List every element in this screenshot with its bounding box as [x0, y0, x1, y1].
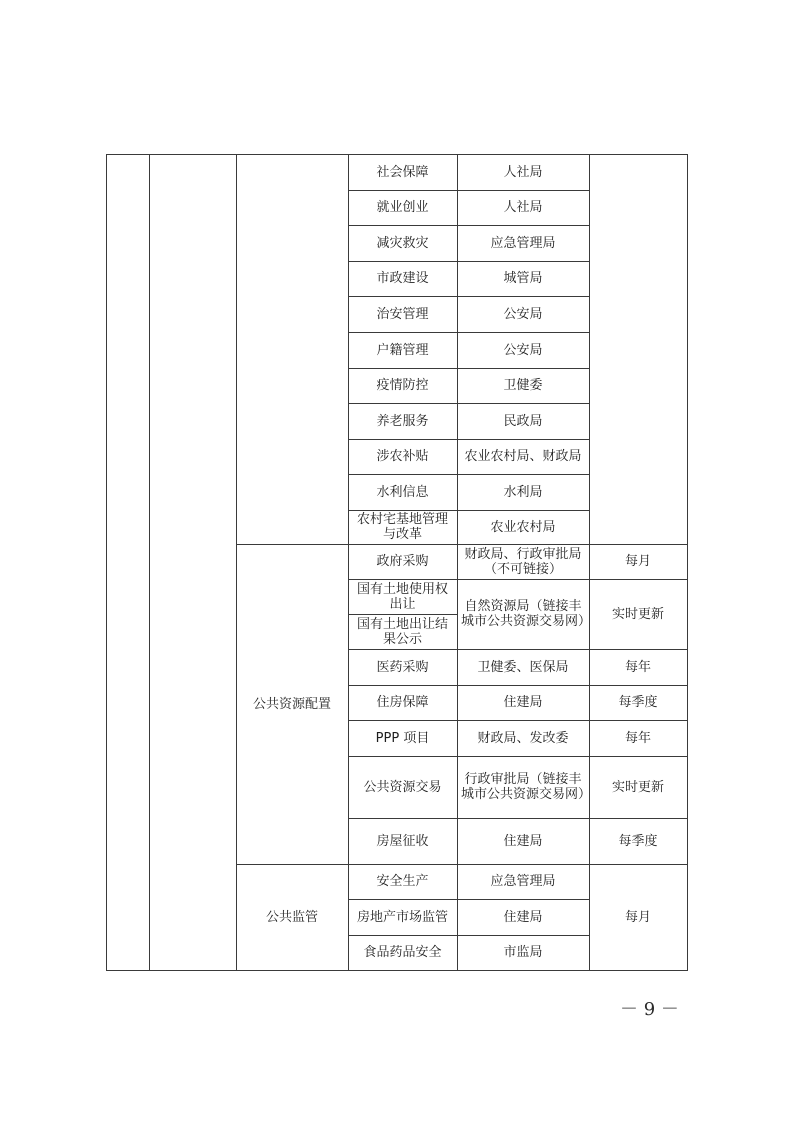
item-frequency: 实时更新 [589, 579, 688, 650]
item-label: 养老服务 [348, 403, 458, 440]
item-label: 房屋征收 [348, 818, 458, 865]
item-dept: 农业农村局、财政局 [457, 439, 590, 475]
item-dept: 自然资源局（链接丰城市公共资源交易网） [457, 579, 590, 650]
item-label: 治安管理 [348, 296, 458, 333]
item-frequency: 每季度 [589, 818, 688, 865]
item-label: 疫情防控 [348, 368, 458, 404]
item-dept: 市监局 [457, 935, 590, 971]
category-public-resource: 公共资源配置 [236, 544, 349, 865]
item-dept: 行政审批局（链接丰城市公共资源交易网） [457, 756, 590, 819]
category-public-supervision: 公共监管 [236, 864, 349, 971]
page-number: － 9 － [620, 999, 679, 1020]
frequency-cell-empty [589, 154, 688, 545]
item-label: 公共资源交易 [348, 756, 458, 819]
item-label: 房地产市场监管 [348, 899, 458, 936]
item-label: 食品药品安全 [348, 935, 458, 971]
item-label: 政府采购 [348, 544, 458, 580]
item-frequency: 每年 [589, 720, 688, 757]
item-dept: 住建局 [457, 899, 590, 936]
item-label: 医药采购 [348, 649, 458, 686]
item-dept: 公安局 [457, 296, 590, 333]
item-frequency: 实时更新 [589, 756, 688, 819]
item-dept: 应急管理局 [457, 864, 590, 900]
item-label: 国有土地使用权出让 [348, 579, 458, 615]
item-label: 就业创业 [348, 190, 458, 226]
item-frequency: 每季度 [589, 685, 688, 721]
item-label: 减灾救灾 [348, 225, 458, 262]
item-label: PPP 项目 [348, 720, 458, 757]
item-dept: 住建局 [457, 818, 590, 865]
item-label: 社会保障 [348, 154, 458, 191]
item-label: 涉农补贴 [348, 439, 458, 475]
item-label: 住房保障 [348, 685, 458, 721]
item-dept: 农业农村局 [457, 510, 590, 545]
item-dept: 水利局 [457, 474, 590, 511]
item-dept: 住建局 [457, 685, 590, 721]
item-label: 农村宅基地管理与改革 [348, 510, 458, 545]
item-dept: 人社局 [457, 190, 590, 226]
item-dept: 人社局 [457, 154, 590, 191]
item-dept: 应急管理局 [457, 225, 590, 262]
item-label: 水利信息 [348, 474, 458, 511]
item-dept: 卫健委 [457, 368, 590, 404]
item-dept: 民政局 [457, 403, 590, 440]
item-dept: 财政局、行政审批局（不可链接） [457, 544, 590, 580]
item-frequency: 每年 [589, 649, 688, 686]
item-dept: 卫健委、医保局 [457, 649, 590, 686]
item-label: 安全生产 [348, 864, 458, 900]
item-label: 国有土地出让结果公示 [348, 614, 458, 650]
item-dept: 城管局 [457, 261, 590, 297]
supervision-frequency: 每月 [589, 864, 688, 971]
item-label: 市政建设 [348, 261, 458, 297]
item-label: 户籍管理 [348, 332, 458, 369]
item-dept: 公安局 [457, 332, 590, 369]
empty-column-b [149, 154, 237, 971]
category-cell-empty [236, 154, 349, 545]
item-dept: 财政局、发改委 [457, 720, 590, 757]
empty-column-a [106, 154, 150, 971]
item-frequency: 每月 [589, 544, 688, 580]
